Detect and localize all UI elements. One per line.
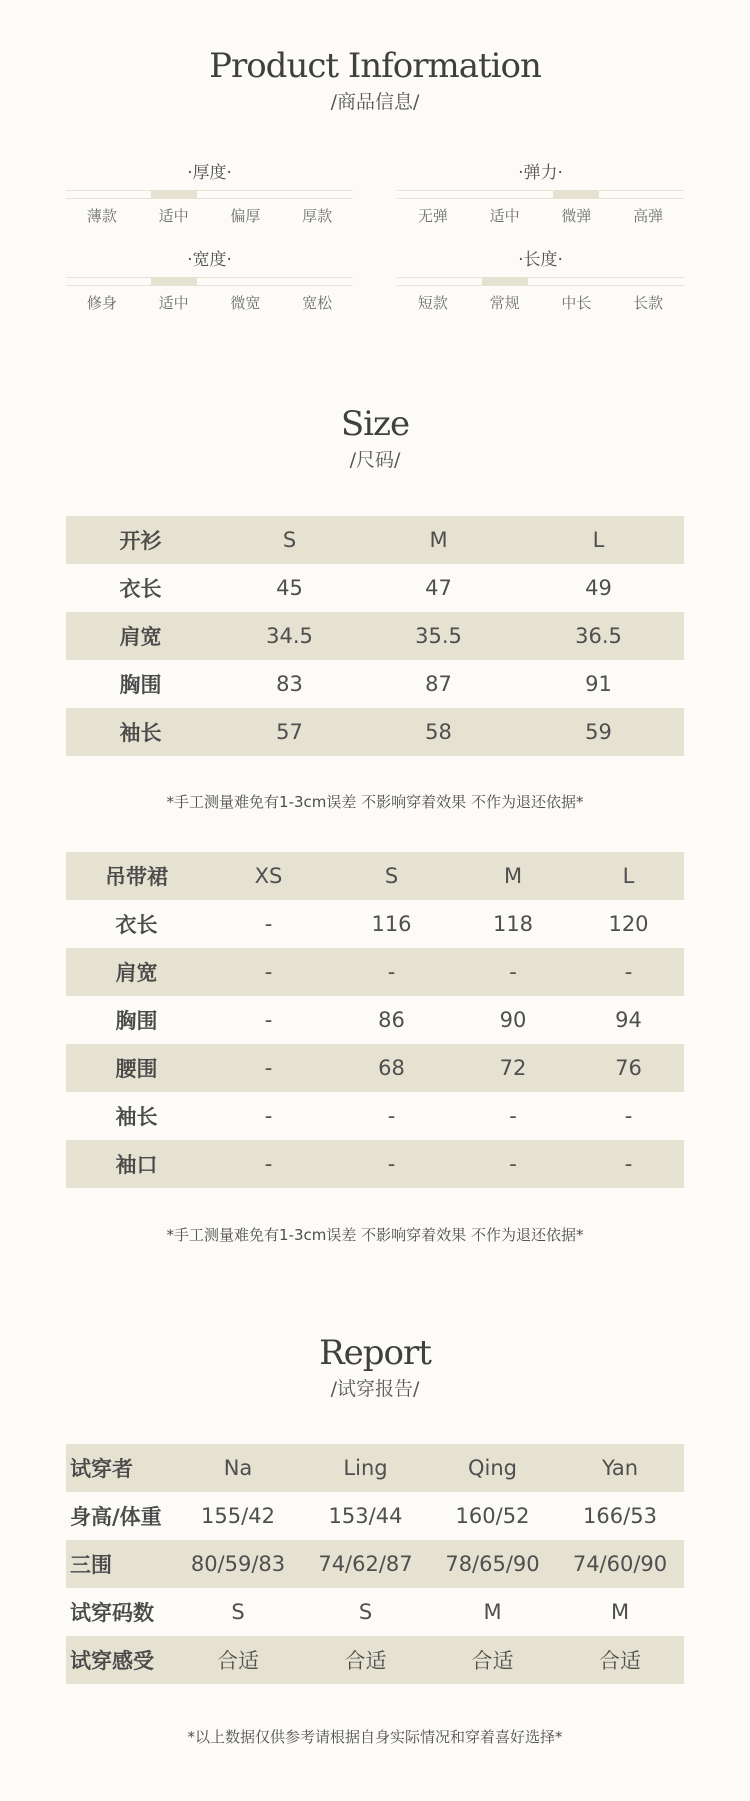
table-row [66, 1636, 684, 1684]
scale-track [66, 277, 353, 286]
table-cell: - [453, 1140, 573, 1188]
scale-labels [66, 205, 353, 226]
row-label: 试穿者 [66, 1444, 174, 1492]
table-row [66, 612, 684, 660]
table-cell: 166/53 [583, 1504, 657, 1528]
table-cell: XS [207, 852, 330, 900]
table-cell: 155/42 [201, 1504, 275, 1528]
row-label: 腰围 [66, 1044, 207, 1092]
scale-option: 短款 [417, 294, 448, 312]
table-header-row [66, 1444, 684, 1492]
table-row [66, 564, 684, 612]
table-cell: 153/44 [328, 1504, 403, 1528]
table-cell: 59 [513, 708, 684, 756]
row-label: 袖长 [66, 708, 215, 756]
table-cell: 35.5 [364, 612, 513, 660]
scale-width [66, 249, 353, 313]
table-cell: - [207, 1044, 330, 1092]
product-info-subtitle: /商品信息/ [330, 91, 420, 113]
scale-option: 厚款 [302, 207, 333, 225]
cardigan-size-table [66, 516, 684, 756]
scale-title: ·厚度· [187, 163, 232, 183]
scale-selected-marker [151, 277, 197, 286]
row-label: 开衫 [66, 516, 215, 564]
row-label: 三围 [66, 1540, 174, 1588]
scale-labels [397, 292, 684, 313]
table-cell: - [573, 1140, 684, 1188]
scale-option: 适中 [489, 207, 520, 225]
scale-title: ·宽度· [187, 250, 232, 270]
scale-labels [397, 205, 684, 226]
report-subtitle: /试穿报告/ [330, 1378, 420, 1400]
cardigan-note: *手工测量难免有1-3cm误差 不影响穿着效果 不作为退还依据* [166, 793, 584, 811]
size-subtitle: /尺码/ [349, 449, 401, 471]
scale-selected-marker [482, 277, 528, 286]
scale-option: 中长 [561, 294, 592, 312]
table-cell: 74/60/90 [556, 1540, 684, 1588]
scale-option: 适中 [158, 207, 189, 225]
table-cell: 90 [499, 1008, 527, 1032]
size-title: Size [340, 404, 410, 444]
table-cell: M [610, 1600, 630, 1624]
slip-dress-size-table [66, 852, 684, 1188]
table-cell: S [231, 1600, 245, 1624]
scale-selected-marker [151, 190, 197, 199]
row-label: 袖长 [115, 1105, 158, 1129]
row-label: 胸围 [115, 1009, 158, 1033]
table-cell: 47 [425, 576, 452, 600]
scale-title: ·弹力· [518, 163, 563, 183]
table-cell: L [513, 516, 684, 564]
table-row [66, 1492, 684, 1540]
scale-option: 适中 [158, 294, 189, 312]
row-label: 衣长 [119, 577, 162, 601]
table-cell: - [453, 948, 573, 996]
table-cell: 120 [608, 912, 649, 936]
table-cell: 49 [585, 576, 612, 600]
row-label: 试穿码数 [70, 1601, 154, 1625]
table-cell: 57 [215, 708, 364, 756]
table-cell: - [207, 1140, 330, 1188]
table-cell: 74/62/87 [302, 1540, 429, 1588]
table-cell: 78/65/90 [429, 1540, 556, 1588]
table-header-row [66, 516, 684, 564]
scale-option: 常规 [489, 294, 520, 312]
row-label: 衣长 [115, 913, 158, 937]
report-table [66, 1444, 684, 1684]
table-cell: - [624, 1104, 633, 1128]
table-cell: - [207, 948, 330, 996]
scale-option: 无弹 [417, 207, 448, 225]
scale-option: 偏厚 [230, 207, 261, 225]
table-cell: 116 [371, 912, 412, 936]
table-row [66, 1540, 684, 1588]
table-cell: 94 [615, 1008, 642, 1032]
row-label: 试穿感受 [66, 1636, 174, 1684]
table-row [66, 1044, 684, 1092]
table-cell: - [330, 948, 453, 996]
table-cell: 91 [585, 672, 612, 696]
table-cell: 合适 [556, 1636, 684, 1684]
table-row [66, 708, 684, 756]
table-cell: 合适 [429, 1636, 556, 1684]
table-cell: L [573, 852, 684, 900]
report-title: Report [319, 1333, 431, 1373]
table-cell: 58 [364, 708, 513, 756]
scale-option: 修身 [86, 294, 117, 312]
row-label: 肩宽 [66, 612, 215, 660]
scale-track [66, 190, 353, 199]
table-cell: M [483, 1600, 502, 1624]
scale-option: 宽松 [302, 294, 333, 312]
scale-option: 高弹 [633, 207, 664, 225]
row-label: 胸围 [119, 673, 162, 697]
scale-option: 薄款 [86, 207, 117, 225]
table-cell: 45 [276, 576, 303, 600]
scale-track [397, 190, 684, 199]
scale-title: ·长度· [518, 250, 563, 270]
table-cell: 合适 [174, 1636, 302, 1684]
table-cell: Yan [556, 1444, 684, 1492]
row-label: 吊带裙 [66, 852, 207, 900]
table-cell: - [387, 1104, 396, 1128]
table-row [66, 1140, 684, 1188]
table-cell: S [215, 516, 364, 564]
scale-elasticity [397, 162, 684, 226]
table-cell: 36.5 [513, 612, 684, 660]
scale-labels [66, 292, 353, 313]
table-cell: 160/52 [455, 1504, 530, 1528]
scale-option: 微弹 [561, 207, 592, 225]
table-cell: 合适 [302, 1636, 429, 1684]
report-heading [0, 1333, 750, 1401]
table-row [66, 900, 684, 948]
table-cell: - [264, 1008, 273, 1032]
table-cell: 76 [573, 1044, 684, 1092]
table-cell: 34.5 [215, 612, 364, 660]
table-cell: - [330, 1140, 453, 1188]
table-cell: 72 [453, 1044, 573, 1092]
table-cell: Na [174, 1444, 302, 1492]
table-cell: S [330, 852, 453, 900]
row-label: 身高/体重 [70, 1505, 162, 1529]
table-cell: M [364, 516, 513, 564]
table-cell: 83 [276, 672, 303, 696]
table-row [66, 996, 684, 1044]
table-cell: Ling [302, 1444, 429, 1492]
row-label: 袖口 [66, 1140, 207, 1188]
table-row [66, 660, 684, 708]
scale-thickness [66, 162, 353, 226]
scale-option: 长款 [633, 294, 664, 312]
scale-length [397, 249, 684, 313]
table-cell: 87 [425, 672, 452, 696]
row-label: 肩宽 [66, 948, 207, 996]
table-row [66, 948, 684, 996]
product-info-heading [0, 46, 750, 114]
table-cell: - [573, 948, 684, 996]
table-cell: 118 [492, 912, 534, 936]
table-cell: 80/59/83 [174, 1540, 302, 1588]
table-cell: - [264, 912, 273, 936]
table-cell: Qing [429, 1444, 556, 1492]
table-cell: - [264, 1104, 273, 1128]
table-cell: S [358, 1600, 373, 1624]
table-cell: M [453, 852, 573, 900]
product-info-title: Product Information [209, 46, 541, 86]
table-header-row [66, 852, 684, 900]
scale-track [397, 277, 684, 286]
slip-dress-note: *手工测量难免有1-3cm误差 不影响穿着效果 不作为退还依据* [166, 1226, 584, 1244]
table-cell: 86 [378, 1008, 405, 1032]
table-cell: 68 [330, 1044, 453, 1092]
scale-selected-marker [553, 190, 599, 199]
table-row [66, 1092, 684, 1140]
scale-option: 微宽 [230, 294, 261, 312]
size-heading [0, 404, 750, 472]
report-note: *以上数据仅供参考请根据自身实际情况和穿着喜好选择* [187, 1728, 563, 1746]
table-cell: - [509, 1104, 517, 1128]
table-row [66, 1588, 684, 1636]
